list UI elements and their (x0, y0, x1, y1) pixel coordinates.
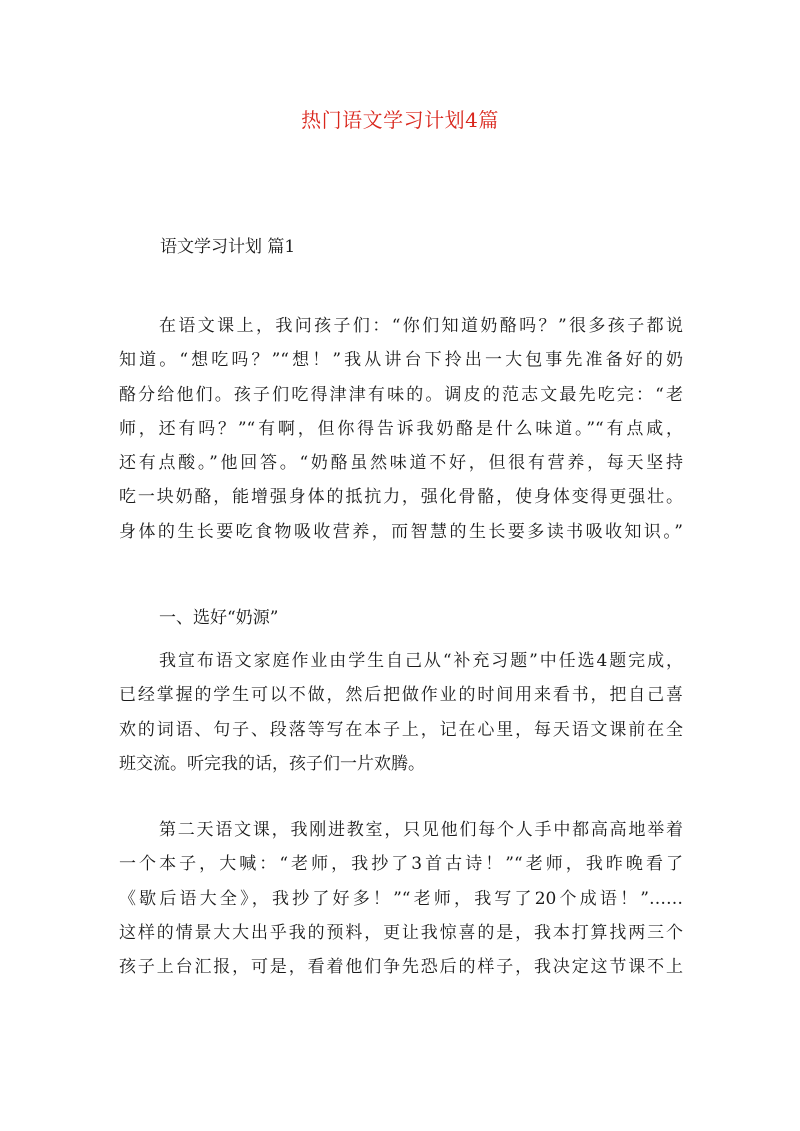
paragraph-line: 我宣布语文家庭作业由学生自己从“补充习题”中任选4题完成， (159, 651, 683, 671)
paragraph-line: 酪分给他们。孩子们吃得津津有味的。调皮的范志文最先吃完：“老 (119, 384, 683, 405)
paragraph (119, 813, 683, 984)
subheading-paragraph (119, 601, 683, 635)
paragraph-line: 还有点酸。”他回答。“奶酪虽然味道不好，但很有营养，每天坚持 (119, 453, 683, 474)
paragraph-line: 《歇后语大全》，我抄了好多！”“老师，我写了20个成语！”…… (119, 888, 683, 909)
paragraph-line: 第二天语文课，我刚进教室，只见他们每个人手中都高高地举着 (159, 820, 683, 840)
paragraph-line: 知道。“想吃吗？”“想！”我从讲台下拎出一大包事先准备好的奶 (119, 350, 683, 371)
paragraph-line: 班交流。听完我的话，孩子们一片欢腾。 (119, 753, 425, 774)
document-title: 热门语文学习计划4篇 (301, 108, 499, 132)
paragraph (119, 309, 683, 549)
paragraph-line: 欢的词语、句子、段落等写在本子上，记在心里，每天语文课前在全 (119, 719, 683, 740)
paragraph-line: 身体的生长要吃食物吸收营养，而智慧的生长要多读书吸收知识。” (119, 521, 683, 542)
section-heading: 语文学习计划 篇1 (160, 237, 296, 257)
paragraph-line: 吃一块奶酪，能增强身体的抵抗力，强化骨骼，使身体变得更强壮。 (119, 487, 683, 508)
paragraph-line: 孩子上台汇报，可是，看着他们争先恐后的样子，我决定这节课不上 (119, 957, 683, 978)
subheading-line: 一、选好“奶源” (159, 608, 279, 628)
paragraph-line: 已经掌握的学生可以不做，然后把做作业的时间用来看书，把自己喜 (119, 685, 683, 706)
paragraph-line: 在语文课上，我问孩子们：“你们知道奶酪吗？”很多孩子都说 (159, 316, 683, 336)
paragraph-line: 这样的情景大大出乎我的预料，更让我惊喜的是，我本打算找两三个 (119, 922, 683, 943)
paragraph-line: 一个本子，大喊：“老师，我抄了3首古诗！”“老师，我昨晚看了 (119, 854, 683, 875)
paragraph-line: 师，还有吗？”“有啊，但你得告诉我奶酪是什么味道。”“有点咸， (119, 418, 683, 439)
paragraph (119, 644, 683, 781)
